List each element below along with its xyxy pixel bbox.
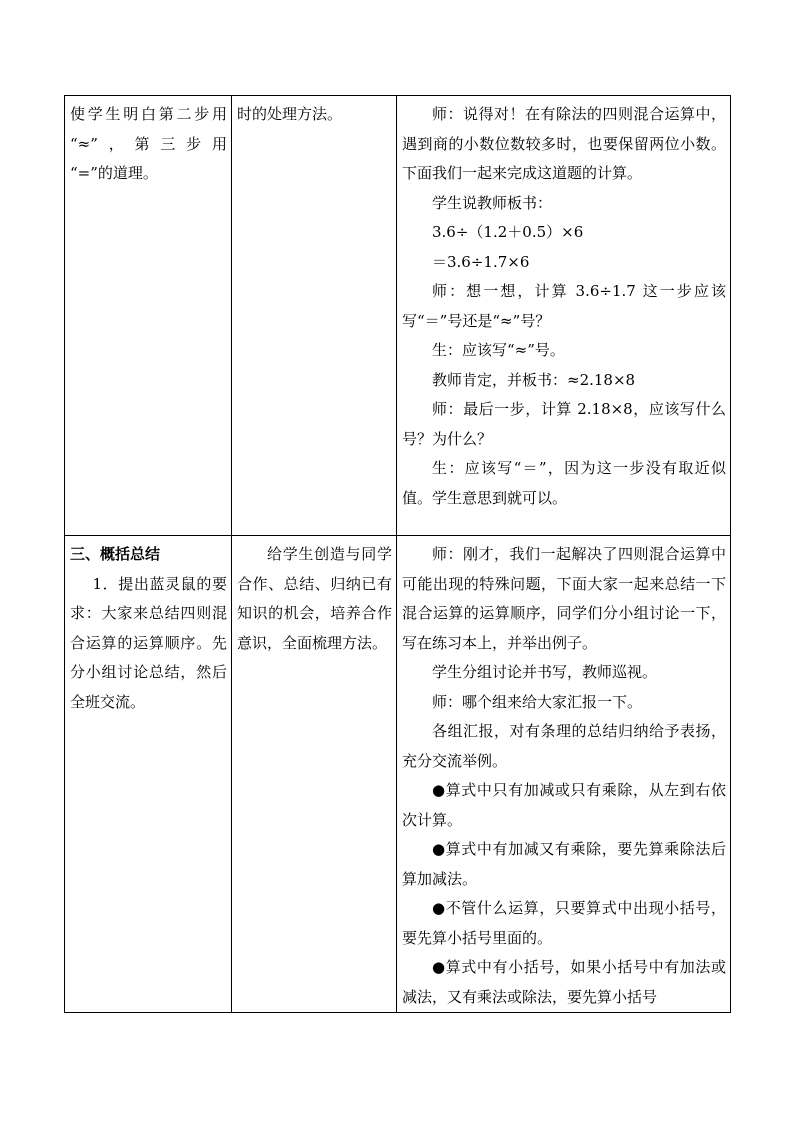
process-paragraph: 教师肯定，并板书：≈2.18×8 <box>432 370 636 389</box>
teaching-process-cell <box>397 96 731 536</box>
rule-item: ●不管什么运算，只要算式中出现小括号，要先算小括号里面的。 <box>402 899 726 947</box>
design-intent-cell <box>232 96 397 536</box>
process-paragraph: 学生分组讨论并书写，教师巡视。 <box>432 663 658 681</box>
section-heading: 三、概括总结 <box>70 545 161 563</box>
process-paragraph: 师：想一想，计算 3.6÷1.7 这一步应该写“＝”号还是“≈”号？ <box>402 282 726 330</box>
objective-cell <box>65 536 232 1013</box>
objective-text: 1．提出蓝灵鼠的要求：大家来总结四则混合运算的运算顺序。先分小组讨论总结，然后全班交流。 <box>70 574 227 711</box>
process-paragraph: 生：应该写“≈”号。 <box>432 341 565 359</box>
process-paragraph: 生：应该写“＝”，因为这一步没有取近似值。学生意思到就可以。 <box>402 459 726 507</box>
objective-line: “=”的道理。 <box>70 164 158 182</box>
table-row <box>65 536 731 1013</box>
lesson-plan-table <box>64 95 731 1013</box>
rule-item: ●算式中有加减又有乘除，要先算乘除法后算加减法。 <box>402 840 726 888</box>
objective-line: 使学生明白第二步用 <box>70 105 227 123</box>
design-intent-cell <box>232 536 397 1013</box>
rule-item: ●算式中有小括号，如果小括号中有加法或减法，又有乘法或除法，要先算小括号 <box>402 958 726 1006</box>
formula-line: ＝3.6÷1.7×6 <box>432 252 530 271</box>
process-paragraph: 师：最后一步，计算 2.18×8，应该写什么号？为什么？ <box>402 400 726 448</box>
teaching-process-cell <box>397 536 731 1013</box>
process-paragraph: 师：哪个组来给大家汇报一下。 <box>432 692 643 711</box>
objective-line: “≈”，第三步用 <box>70 134 227 153</box>
process-paragraph: 学生说教师板书： <box>432 193 553 212</box>
process-paragraph: 各组汇报，对有条理的总结归纳给予表扬，充分交流举例。 <box>402 722 726 770</box>
table-row <box>65 96 731 536</box>
rule-item: ●算式中只有加减或只有乘除，从左到右依次计算。 <box>402 781 726 829</box>
formula-line: 3.6÷（1.2＋0.5）×6 <box>432 223 584 241</box>
design-intent-text: 给学生创造与同学合作、总结、归纳已有知识的机会，培养合作意识，全面梳理方法。 <box>237 545 392 652</box>
design-intent-text: 时的处理方法。 <box>237 105 343 123</box>
process-paragraph: 师：说得对！在有除法的四则混合运算中，遇到商的小数位数较多时，也要保留两位小数。下面我们一起来完成这道题的计算。 <box>402 105 726 182</box>
process-paragraph: 师：刚才，我们一起解决了四则混合运算中可能出现的特殊问题，下面大家一起来总结一下混合运算的运算顺序，同学们分小组讨论一下，写在练习本上，并举出例子。 <box>402 545 726 652</box>
objective-cell <box>65 96 232 536</box>
